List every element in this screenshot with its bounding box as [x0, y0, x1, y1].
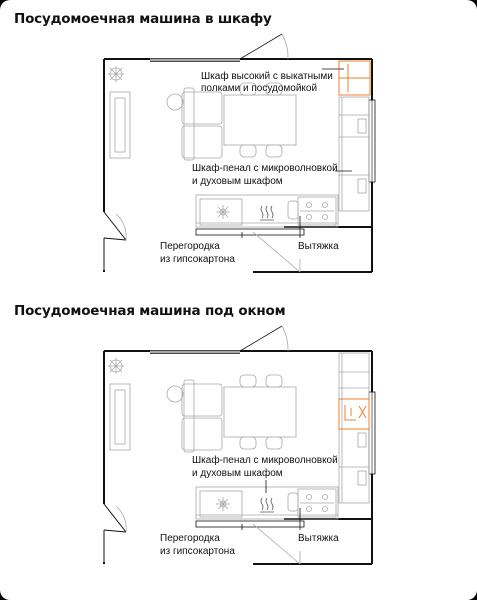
partition-door	[104, 212, 126, 270]
dining-table	[224, 83, 296, 157]
sofa	[110, 384, 130, 450]
floor-lamp	[167, 94, 183, 110]
floor-plan-dishwasher-under-window	[0, 292, 477, 592]
entrance-door	[240, 326, 288, 351]
armchairs	[182, 88, 222, 160]
label-pencil-cabinet-line2: и духовым шкафом	[192, 468, 283, 479]
armchairs	[182, 380, 222, 452]
gypsum-partition	[196, 521, 304, 527]
label-tall-cabinet-line1: Шкаф высокий с выкатными	[201, 71, 333, 82]
fan-icon	[108, 358, 124, 374]
partition-door	[104, 504, 126, 562]
right-cabinets	[339, 97, 369, 211]
label-hood: Вытяжка	[298, 533, 339, 544]
label-hood: Вытяжка	[298, 241, 339, 252]
dining-table	[224, 375, 296, 449]
right-cabinets	[339, 353, 369, 503]
label-pencil-cabinet-line2: и духовым шкафом	[192, 176, 283, 187]
bottom-counter	[196, 195, 338, 227]
flower-icon	[216, 205, 230, 219]
leader-lines	[242, 69, 352, 238]
label-partition-line1: Перегородка	[160, 241, 220, 252]
bottom-counter	[196, 487, 338, 519]
floor-lamp	[167, 386, 183, 402]
sofa	[110, 92, 130, 158]
fan-icon	[108, 66, 124, 82]
label-partition-line2: из гипсокартона	[160, 254, 235, 265]
flower-icon	[216, 497, 230, 511]
section-title-dishwasher-in-cabinet: Посудомоечная машина в шкафу	[14, 11, 272, 27]
entrance-door	[240, 34, 288, 59]
label-tall-cabinet-line2: полками и посудомойкой	[201, 83, 318, 94]
steam-icon	[260, 498, 274, 512]
label-partition-line1: Перегородка	[160, 533, 220, 544]
label-pencil-cabinet-line1: Шкаф-пенал с микроволновкой	[192, 163, 338, 174]
tall-cabinet	[339, 61, 370, 95]
label-partition-line2: из гипсокартона	[160, 546, 235, 557]
label-pencil-cabinet-line1: Шкаф-пенал с микроволновкой	[192, 455, 338, 466]
gypsum-partition	[196, 229, 304, 235]
section-title-dishwasher-under-window: Посудомоечная машина под окном	[14, 303, 286, 319]
dishwasher-under-window	[339, 399, 369, 429]
steam-icon	[260, 206, 274, 220]
